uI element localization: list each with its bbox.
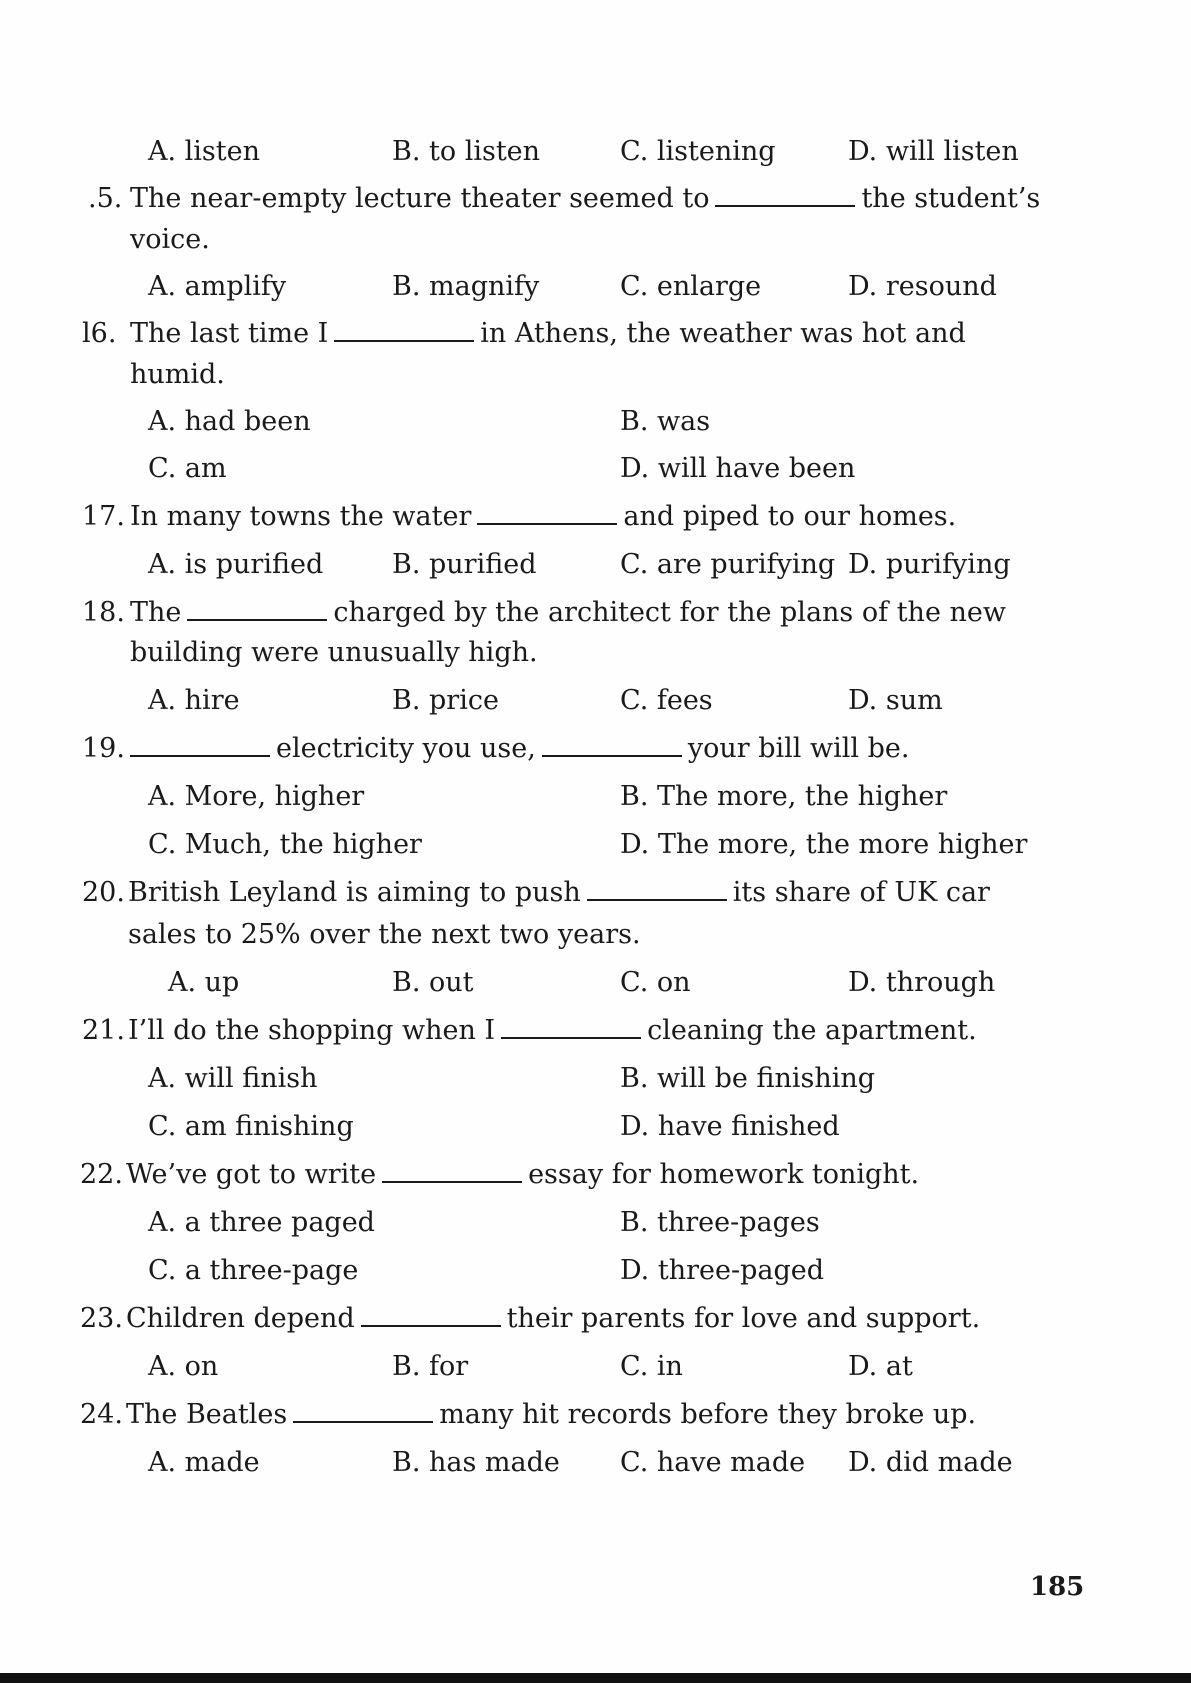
- question-19-text-middle: electricity you use,: [276, 733, 536, 764]
- answer-blank: [715, 183, 855, 207]
- answer-blank: [382, 1159, 522, 1183]
- option-18-b: B. price: [392, 685, 499, 716]
- question-24-stem: [126, 1398, 976, 1432]
- option-16-d: D. will have been: [620, 453, 856, 484]
- option-20-d: D. through: [848, 967, 996, 998]
- page-number: 185: [1030, 1572, 1085, 1602]
- option-17-d: D. purifying: [848, 549, 1011, 580]
- question-15-text-before: The near-empty lecture theater seemed to: [130, 183, 710, 214]
- option-23-c: C. in: [620, 1351, 683, 1382]
- question-17-text-after: and piped to our homes.: [623, 501, 957, 532]
- option-20-a: A. up: [168, 967, 240, 998]
- option-15-b: B. magnify: [392, 271, 540, 302]
- question-17-stem: [130, 500, 956, 534]
- option-21-c: C. am finishing: [148, 1111, 354, 1142]
- question-23-text-after: their parents for love and support.: [506, 1303, 981, 1334]
- answer-blank: [542, 733, 682, 757]
- question-16-stem-continued: humid.: [130, 359, 225, 390]
- question-22-stem: [126, 1158, 919, 1192]
- question-number-24: 24.: [80, 1399, 123, 1430]
- scan-bottom-edge: [0, 1673, 1191, 1683]
- option-20-c: C. on: [620, 967, 691, 998]
- question-18-stem-continued: building were unusually high.: [130, 637, 538, 668]
- question-number-22: 22.: [80, 1159, 123, 1190]
- question-24-text-after: many hit records before they broke up.: [439, 1399, 977, 1430]
- question-18-text-after: charged by the architect for the plans of the new: [333, 597, 1006, 628]
- option-24-b: B. has made: [392, 1447, 560, 1478]
- question-22-text-after: essay for homework tonight.: [528, 1159, 920, 1190]
- answer-blank: [587, 877, 727, 901]
- question-20-stem-continued: sales to 25% over the next two years.: [128, 919, 641, 950]
- option-prev-d: D. will listen: [848, 136, 1019, 167]
- option-19-b: B. The more, the higher: [620, 781, 948, 812]
- option-22-a: A. a three paged: [148, 1207, 375, 1238]
- question-22-text-before: We’ve got to write: [126, 1159, 377, 1190]
- question-16-text-after: in Athens, the weather was hot and: [480, 318, 966, 349]
- option-18-c: C. fees: [620, 685, 713, 716]
- question-15-text-after: the student’s: [861, 183, 1041, 214]
- option-17-c: C. are purifying: [620, 549, 836, 580]
- question-21-text-before: I’ll do the shopping when I: [128, 1015, 496, 1046]
- option-16-c: C. am: [148, 453, 227, 484]
- option-19-a: A. More, higher: [148, 781, 365, 812]
- option-23-a: A. on: [148, 1351, 219, 1382]
- option-prev-a: A. listen: [148, 136, 261, 167]
- option-18-d: D. sum: [848, 685, 943, 716]
- option-18-a: A. hire: [148, 685, 240, 716]
- question-number-23: 23.: [80, 1303, 123, 1334]
- question-19-text-after: your bill will be.: [687, 733, 910, 764]
- question-20-text-after: its share of UK car: [732, 877, 990, 908]
- option-22-b: B. three-pages: [620, 1207, 820, 1238]
- question-16-text-before: The last time I: [130, 318, 329, 349]
- question-16-stem: [130, 317, 966, 351]
- question-21-stem: [128, 1014, 977, 1048]
- question-number-20: 20.: [82, 877, 125, 908]
- answer-blank: [477, 501, 617, 525]
- option-23-b: B. for: [392, 1351, 469, 1382]
- question-18-stem: [130, 596, 1006, 630]
- option-24-a: A. made: [148, 1447, 260, 1478]
- option-19-c: C. Much, the higher: [148, 829, 422, 860]
- answer-blank: [187, 597, 327, 621]
- answer-blank: [130, 733, 270, 757]
- question-number-21: 21.: [82, 1015, 125, 1046]
- question-23-text-before: Children depend: [126, 1303, 355, 1334]
- answer-blank: [334, 318, 474, 342]
- answer-blank: [501, 1015, 641, 1039]
- option-17-a: A. is purified: [148, 549, 324, 580]
- question-17-text-before: In many towns the water: [130, 501, 472, 532]
- question-number-17: 17.: [82, 501, 125, 532]
- option-15-d: D. resound: [848, 271, 997, 302]
- question-19-stem: [124, 732, 909, 766]
- question-15-stem: [130, 182, 1040, 216]
- question-number-15: .5.: [88, 183, 123, 214]
- option-15-a: A. amplify: [148, 271, 287, 302]
- option-24-c: C. have made: [620, 1447, 806, 1478]
- option-17-b: B. purified: [392, 549, 537, 580]
- option-prev-c: C. listening: [620, 136, 776, 167]
- option-prev-b: B. to listen: [392, 136, 541, 167]
- option-19-d: D. The more, the more higher: [620, 829, 1028, 860]
- option-16-b: B. was: [620, 406, 711, 437]
- question-number-18: 18.: [82, 597, 125, 628]
- option-21-a: A. will finish: [148, 1063, 318, 1094]
- question-20-text-before: British Leyland is aiming to push: [128, 877, 581, 908]
- option-21-d: D. have finished: [620, 1111, 840, 1142]
- question-15-stem-continued: voice.: [130, 224, 210, 255]
- question-20-stem: [128, 876, 990, 910]
- option-22-c: C. a three-page: [148, 1255, 359, 1286]
- option-22-d: D. three-paged: [620, 1255, 825, 1286]
- answer-blank: [293, 1399, 433, 1423]
- option-24-d: D. did made: [848, 1447, 1013, 1478]
- question-number-19: 19.: [82, 733, 125, 764]
- question-24-text-before: The Beatles: [126, 1399, 288, 1430]
- question-number-16: l6.: [82, 318, 117, 349]
- option-21-b: B. will be finishing: [620, 1063, 876, 1094]
- option-23-d: D. at: [848, 1351, 913, 1382]
- option-20-b: B. out: [392, 967, 474, 998]
- question-18-text-before: The: [130, 597, 182, 628]
- answer-blank: [361, 1303, 501, 1327]
- option-16-a: A. had been: [148, 406, 311, 437]
- question-23-stem: [126, 1302, 980, 1336]
- question-21-text-after: cleaning the apartment.: [647, 1015, 977, 1046]
- option-15-c: C. enlarge: [620, 271, 762, 302]
